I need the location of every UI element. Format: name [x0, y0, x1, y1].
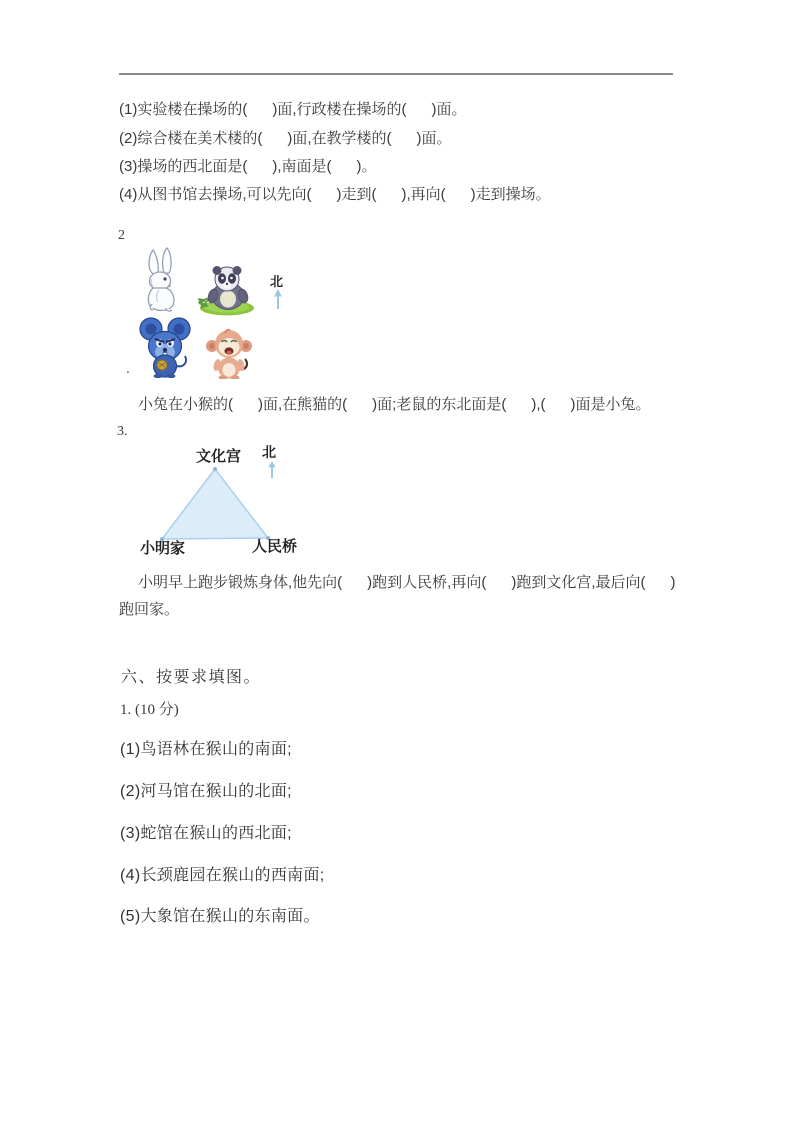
stray-dot: . — [126, 360, 130, 376]
question-line: (4)长颈鹿园在猴山的西南面; — [120, 867, 325, 884]
rabbit-image — [139, 246, 187, 312]
section-heading: 六、按要求填图。 — [121, 669, 262, 686]
label-xiaoming-home: 小明家 — [140, 541, 186, 557]
label-people-bridge: 人民桥 — [252, 539, 298, 555]
triangle-diagram — [150, 462, 280, 544]
question-line: 跑回家。 — [119, 601, 180, 618]
question-number: 3. — [117, 424, 128, 439]
north-label: 北 — [262, 444, 276, 460]
question-line: (2)综合楼在美术楼的( )面,在教学楼的( )面。 — [119, 130, 452, 147]
question-line: (3)操场的西北面是( ),南面是( )。 — [119, 158, 377, 175]
question-line: (1)实验楼在操场的( )面,行政楼在操场的( )面。 — [119, 101, 467, 118]
question-line: 小明早上跑步锻炼身体,他先向( )跑到人民桥,再向( )跑到文化宫,最后向( ) — [138, 574, 676, 591]
question-line: (5)大象馆在猴山的东南面。 — [120, 908, 320, 925]
north-arrow-icon — [272, 289, 284, 310]
label-culture-palace: 文化宫 — [196, 449, 242, 465]
question-line: (1)鸟语林在猴山的南面; — [120, 741, 292, 758]
monkey-image — [205, 327, 253, 379]
top-divider — [119, 73, 673, 75]
question-line: (2)河马馆在猴山的北面; — [120, 783, 292, 800]
question-number: 2 — [118, 228, 125, 243]
mouse-image — [138, 316, 192, 378]
sub-question-number: 1. (10 分) — [120, 702, 179, 718]
question-line: (4)从图书馆去操场,可以先向( )走到( ),再向( )走到操场。 — [119, 186, 551, 203]
north-label: 北 — [270, 274, 284, 289]
panda-image — [195, 264, 257, 316]
question-line: 小兔在小猴的( )面,在熊猫的( )面;老鼠的东北面是( ),( )面是小兔。 — [138, 396, 651, 413]
north-arrow-icon — [266, 461, 278, 479]
question-line: (3)蛇馆在猴山的西北面; — [120, 825, 292, 842]
